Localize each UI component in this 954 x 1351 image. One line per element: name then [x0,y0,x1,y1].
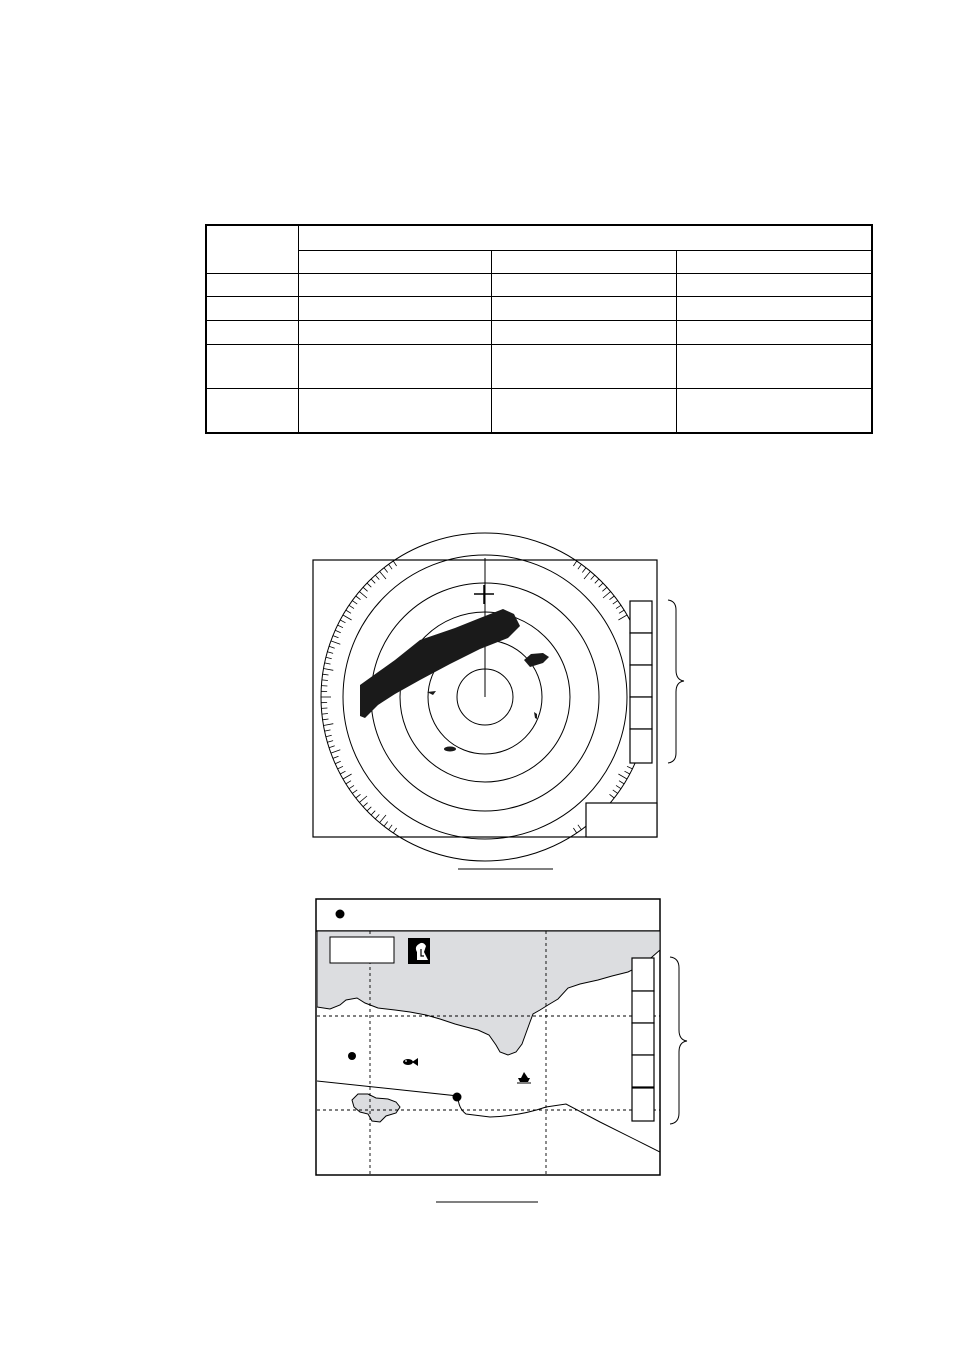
plotter-softkey-column [632,958,654,1121]
softkey-button[interactable] [630,601,652,633]
softkey-button[interactable] [632,1023,654,1055]
radar-display [313,533,684,869]
softkey-button[interactable] [630,729,652,763]
radar-info-box [586,803,657,837]
softkey-button[interactable] [632,958,654,991]
radar-softkey-column [630,601,652,763]
softkey-button[interactable] [630,633,652,665]
softkey-brace [670,957,687,1124]
orientation-mode-icon [408,938,430,964]
softkey-button[interactable] [632,991,654,1023]
softkey-button[interactable] [630,665,652,697]
own-ship-position-icon [453,1093,462,1102]
softkey-button[interactable] [632,1088,654,1121]
mark-point-icon [348,1052,356,1060]
status-dot-icon [336,910,345,919]
target-echo [444,747,456,752]
scale-box [330,937,394,963]
softkey-button[interactable] [630,697,652,729]
softkey-button[interactable] [632,1055,654,1087]
plotter-display [316,899,687,1202]
softkey-brace [668,600,684,763]
